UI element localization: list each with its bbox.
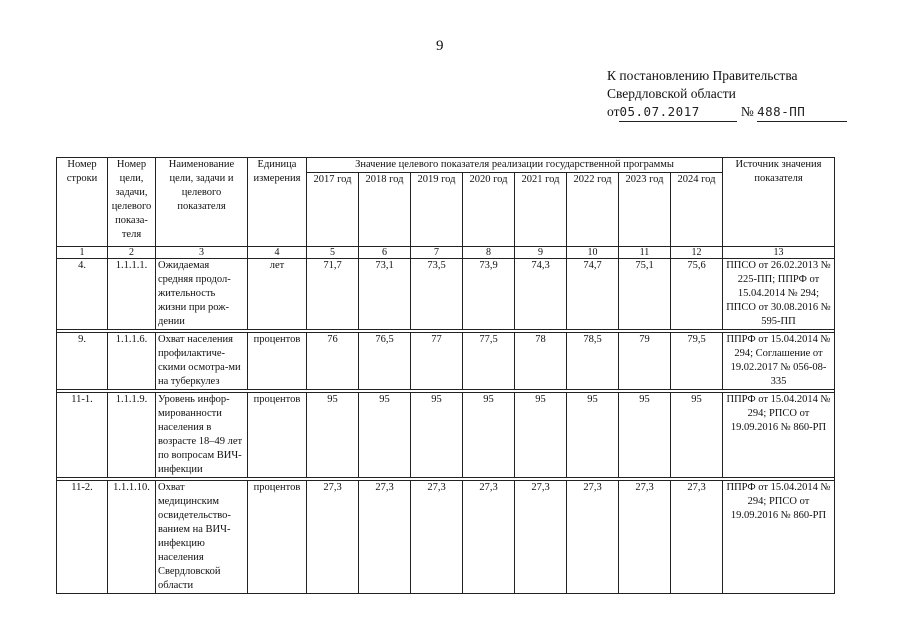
source-cell: ППРФ от 15.04.2014 № 294; РПСО от 19.09.2016 № 860-РП xyxy=(723,393,835,478)
value-cell: 73,1 xyxy=(359,259,411,330)
table-row xyxy=(57,481,835,594)
indicator-name: Уровень инфор-мированности населения в возрасте 18–49 лет по вопросам ВИЧ-инфекции xyxy=(156,393,248,478)
value-cell: 79 xyxy=(619,333,671,390)
value-cell: 27,3 xyxy=(619,481,671,594)
year-header: 2024 год xyxy=(671,173,723,247)
col-header-values-group: Значение целевого показателя реализации государственной программы xyxy=(307,158,723,173)
value-cell: 95 xyxy=(411,393,463,478)
value-cell: 71,7 xyxy=(307,259,359,330)
table-row xyxy=(57,393,835,478)
decree-number: 488-ПП xyxy=(757,103,847,122)
goal-code: 1.1.1.6. xyxy=(108,333,156,390)
value-cell: 78,5 xyxy=(567,333,619,390)
goal-code: 1.1.1.9. xyxy=(108,393,156,478)
column-number: 4 xyxy=(248,247,307,259)
value-cell: 95 xyxy=(671,393,723,478)
col-header-row-number: Номер строки xyxy=(57,158,108,247)
value-cell: 95 xyxy=(463,393,515,478)
value-cell: 76,5 xyxy=(359,333,411,390)
indicator-name: Ожидаемая средняя продол-жительность жизни при рож-дении xyxy=(156,259,248,330)
column-number: 2 xyxy=(108,247,156,259)
unit: процентов xyxy=(248,393,307,478)
unit: лет xyxy=(248,259,307,330)
col-header-unit: Единица измерения xyxy=(248,158,307,247)
column-number: 5 xyxy=(307,247,359,259)
col-header-name: Наименование цели, задачи и целевого показателя xyxy=(156,158,248,247)
value-cell: 95 xyxy=(359,393,411,478)
value-cell: 75,6 xyxy=(671,259,723,330)
decree-reference xyxy=(607,67,847,122)
value-cell: 27,3 xyxy=(307,481,359,594)
col-header-source: Источник значения показателя xyxy=(723,158,835,247)
indicator-name: Охват населения профилактиче-скими осмотра-ми на туберкулез xyxy=(156,333,248,390)
column-number: 9 xyxy=(515,247,567,259)
value-cell: 79,5 xyxy=(671,333,723,390)
column-number: 13 xyxy=(723,247,835,259)
unit: процентов xyxy=(248,333,307,390)
value-cell: 77 xyxy=(411,333,463,390)
column-number: 11 xyxy=(619,247,671,259)
indicators-table xyxy=(56,157,835,594)
year-header: 2018 год xyxy=(359,173,411,247)
header-row-1 xyxy=(57,158,835,173)
decree-line-1: К постановлению Правительства xyxy=(607,68,798,83)
column-number: 6 xyxy=(359,247,411,259)
value-cell: 95 xyxy=(307,393,359,478)
year-header: 2022 год xyxy=(567,173,619,247)
table-row xyxy=(57,333,835,390)
value-cell: 95 xyxy=(515,393,567,478)
value-cell: 75,1 xyxy=(619,259,671,330)
row-number: 4. xyxy=(57,259,108,330)
row-number: 9. xyxy=(57,333,108,390)
number-label: № xyxy=(740,104,754,119)
value-cell: 27,3 xyxy=(463,481,515,594)
value-cell: 95 xyxy=(567,393,619,478)
decree-date: 05.07.2017 xyxy=(619,103,737,122)
value-cell: 78 xyxy=(515,333,567,390)
goal-code: 1.1.1.10. xyxy=(108,481,156,594)
column-number: 3 xyxy=(156,247,248,259)
year-header: 2021 год xyxy=(515,173,567,247)
year-header: 2020 год xyxy=(463,173,515,247)
value-cell: 27,3 xyxy=(567,481,619,594)
value-cell: 73,5 xyxy=(411,259,463,330)
from-label: от xyxy=(607,104,620,119)
col-header-goal-number: Номер цели, задачи, целевого показа-теля xyxy=(108,158,156,247)
value-cell: 74,7 xyxy=(567,259,619,330)
year-header: 2017 год xyxy=(307,173,359,247)
value-cell: 27,3 xyxy=(411,481,463,594)
value-cell: 27,3 xyxy=(515,481,567,594)
row-number: 11-2. xyxy=(57,481,108,594)
value-cell: 27,3 xyxy=(671,481,723,594)
column-number: 7 xyxy=(411,247,463,259)
value-cell: 76 xyxy=(307,333,359,390)
page-number: 9 xyxy=(436,38,444,54)
decree-date-line xyxy=(607,103,847,122)
column-numbers-row xyxy=(57,247,835,259)
column-number: 8 xyxy=(463,247,515,259)
unit: процентов xyxy=(248,481,307,594)
goal-code: 1.1.1.1. xyxy=(108,259,156,330)
column-number: 10 xyxy=(567,247,619,259)
indicator-name: Охват медицинским освидетельство-ванием на ВИЧ-инфекцию населения Свердловской области xyxy=(156,481,248,594)
value-cell: 27,3 xyxy=(359,481,411,594)
source-cell: ППРФ от 15.04.2014 № 294; Соглашение от 19.02.2017 № 056-08-335 xyxy=(723,333,835,390)
column-number: 12 xyxy=(671,247,723,259)
value-cell: 95 xyxy=(619,393,671,478)
value-cell: 73,9 xyxy=(463,259,515,330)
value-cell: 74,3 xyxy=(515,259,567,330)
source-cell: ППСО от 26.02.2013 № 225-ПП; ППРФ от 15.04.2014 № 294; ППСО от 30.08.2016 № 595-ПП xyxy=(723,259,835,330)
source-cell: ППРФ от 15.04.2014 № 294; РПСО от 19.09.2016 № 860-РП xyxy=(723,481,835,594)
year-header: 2019 год xyxy=(411,173,463,247)
table-row xyxy=(57,259,835,330)
row-number: 11-1. xyxy=(57,393,108,478)
year-header: 2023 год xyxy=(619,173,671,247)
decree-line-2: Свердловской области xyxy=(607,86,736,101)
value-cell: 77,5 xyxy=(463,333,515,390)
column-number: 1 xyxy=(57,247,108,259)
